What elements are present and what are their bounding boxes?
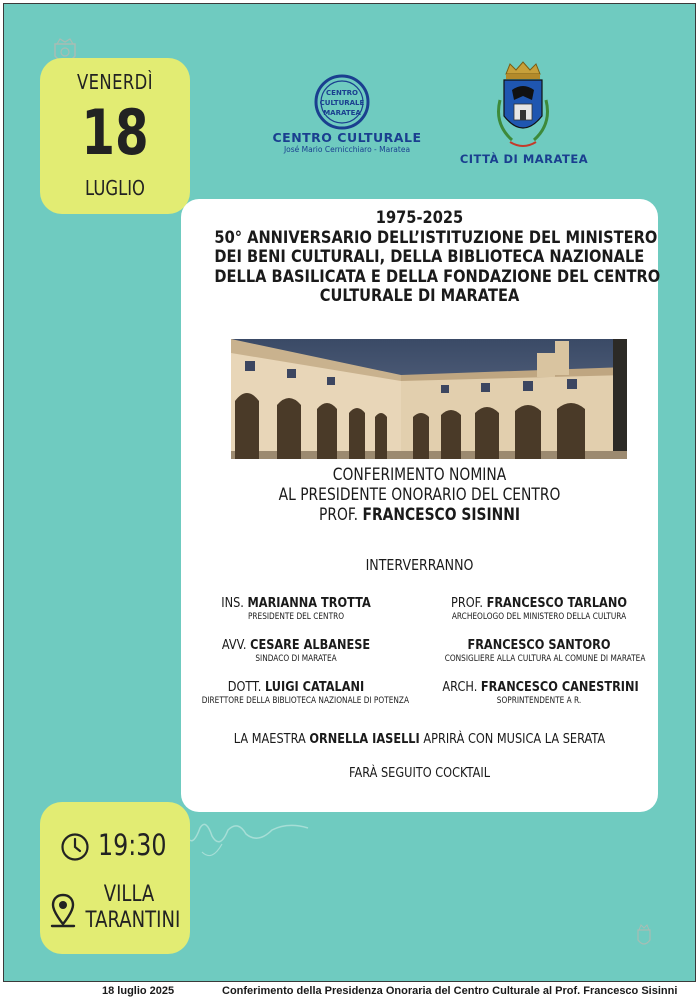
citta-di-maratea-label: CITTÀ DI MARATEA (459, 152, 589, 166)
speaker-role: DIRETTORE DELLA BIBLIOTECA NAZIONALE DI POTENZA (201, 696, 409, 706)
event-title (181, 208, 661, 307)
title-line: DELLA BASILICATA E DELLA FONDAZIONE DEL CENTRO (214, 266, 661, 287)
event-poster (3, 3, 696, 982)
speaker-role: SINDACO DI MARATEA (255, 654, 337, 664)
speaker-title: INS. (221, 595, 244, 611)
speaker-name: MARIANNA TROTTA (247, 595, 371, 611)
speaker-role: SOPRINTENDENTE A R. (496, 696, 582, 706)
location-pin-icon (50, 892, 76, 928)
footer-caption (0, 984, 700, 1000)
title-line: DEI BENI CULTURALI, DELLA BIBLIOTECA NAZIONALE (214, 247, 645, 267)
music-prefix: LA MAESTRA (233, 731, 306, 747)
speaker-item (424, 679, 654, 707)
speaker-title: ARCH. (442, 679, 478, 695)
logo-badge-line-1: CENTRO (326, 89, 358, 97)
speaker-item (181, 679, 411, 707)
speaker-name: FRANCESCO TARLANO (486, 595, 627, 611)
speaker-name: FRANCESCO CANESTRINI (480, 679, 639, 695)
interverranno-heading: INTERVERRANNO (365, 556, 474, 574)
conferimento-line-3 (219, 505, 620, 525)
title-line: 1975-2025 (375, 208, 464, 228)
music-note (219, 731, 620, 747)
cloister-photo (231, 339, 627, 459)
speaker-title: PROF. (451, 595, 483, 611)
footer-title: Conferimento della Presidenza Onoraria del Centro Culturale al Prof. Francesco Sisinni (222, 985, 678, 997)
place-line-2: TARANTINI (85, 908, 181, 933)
cocktail-note: FARÀ SEGUITO COCKTAIL (348, 765, 491, 781)
coat-of-arms-icon (492, 60, 554, 152)
date-badge (40, 58, 190, 214)
speaker-role: ARCHEOLOGO DEL MINISTERO DELLA CULTURA (451, 612, 627, 622)
date-weekday: VENERDÌ (77, 70, 153, 94)
seal-icon (636, 922, 652, 950)
date-month: LUGLIO (85, 176, 145, 200)
date-day-number: 18 (81, 96, 149, 169)
event-place (85, 882, 181, 934)
music-suffix: APRIRÀ CON MUSICA LA SERATA (423, 731, 606, 747)
footer-date: 18 luglio 2025 (102, 985, 175, 997)
speaker-title: DOTT. (227, 679, 262, 695)
clock-icon (60, 832, 90, 862)
time-place-badge (40, 802, 190, 954)
logo-badge-line-2: CULTURALE (319, 99, 365, 107)
centro-culturale-name: CENTRO CULTURALE (272, 130, 422, 145)
event-time: 19:30 (98, 828, 167, 862)
honoree-name: FRANCESCO SISINNI (362, 505, 520, 524)
speaker-item (424, 595, 654, 623)
title-line: CULTURALE DI MARATEA (319, 286, 520, 306)
conferimento-line-2: AL PRESIDENTE ONORARIO DEL CENTRO (278, 485, 561, 504)
speaker-role: PRESIDENTE DEL CENTRO (247, 612, 345, 622)
speaker-item (181, 595, 411, 623)
centro-culturale-subtitle: José Mario Cernicchiaro - Maratea (283, 145, 411, 154)
speaker-name: FRANCESCO SANTORO (467, 637, 611, 653)
speaker-item (424, 637, 654, 665)
centro-culturale-logo (312, 72, 372, 132)
honoree-title: PROF. (319, 505, 359, 524)
speaker-name: LUIGI CATALANI (264, 679, 365, 695)
speaker-name: CESARE ALBANESE (250, 637, 371, 653)
place-line-1: VILLA (103, 882, 155, 907)
speaker-item (181, 637, 411, 665)
conferimento-line-1: CONFERIMENTO NOMINA (332, 465, 507, 484)
speaker-role: CONSIGLIERE ALLA CULTURA AL COMUNE DI MARATEA (444, 654, 646, 664)
musician-name: ORNELLA IASELLI (309, 731, 420, 747)
conferimento-block (181, 465, 658, 525)
title-line: 50° ANNIVERSARIO DELL’ISTITUZIONE DEL MINISTERO (214, 227, 658, 248)
logo-badge-line-3: MARATEA (323, 109, 361, 117)
event-card (181, 199, 661, 812)
speaker-title: AVV. (221, 637, 247, 653)
